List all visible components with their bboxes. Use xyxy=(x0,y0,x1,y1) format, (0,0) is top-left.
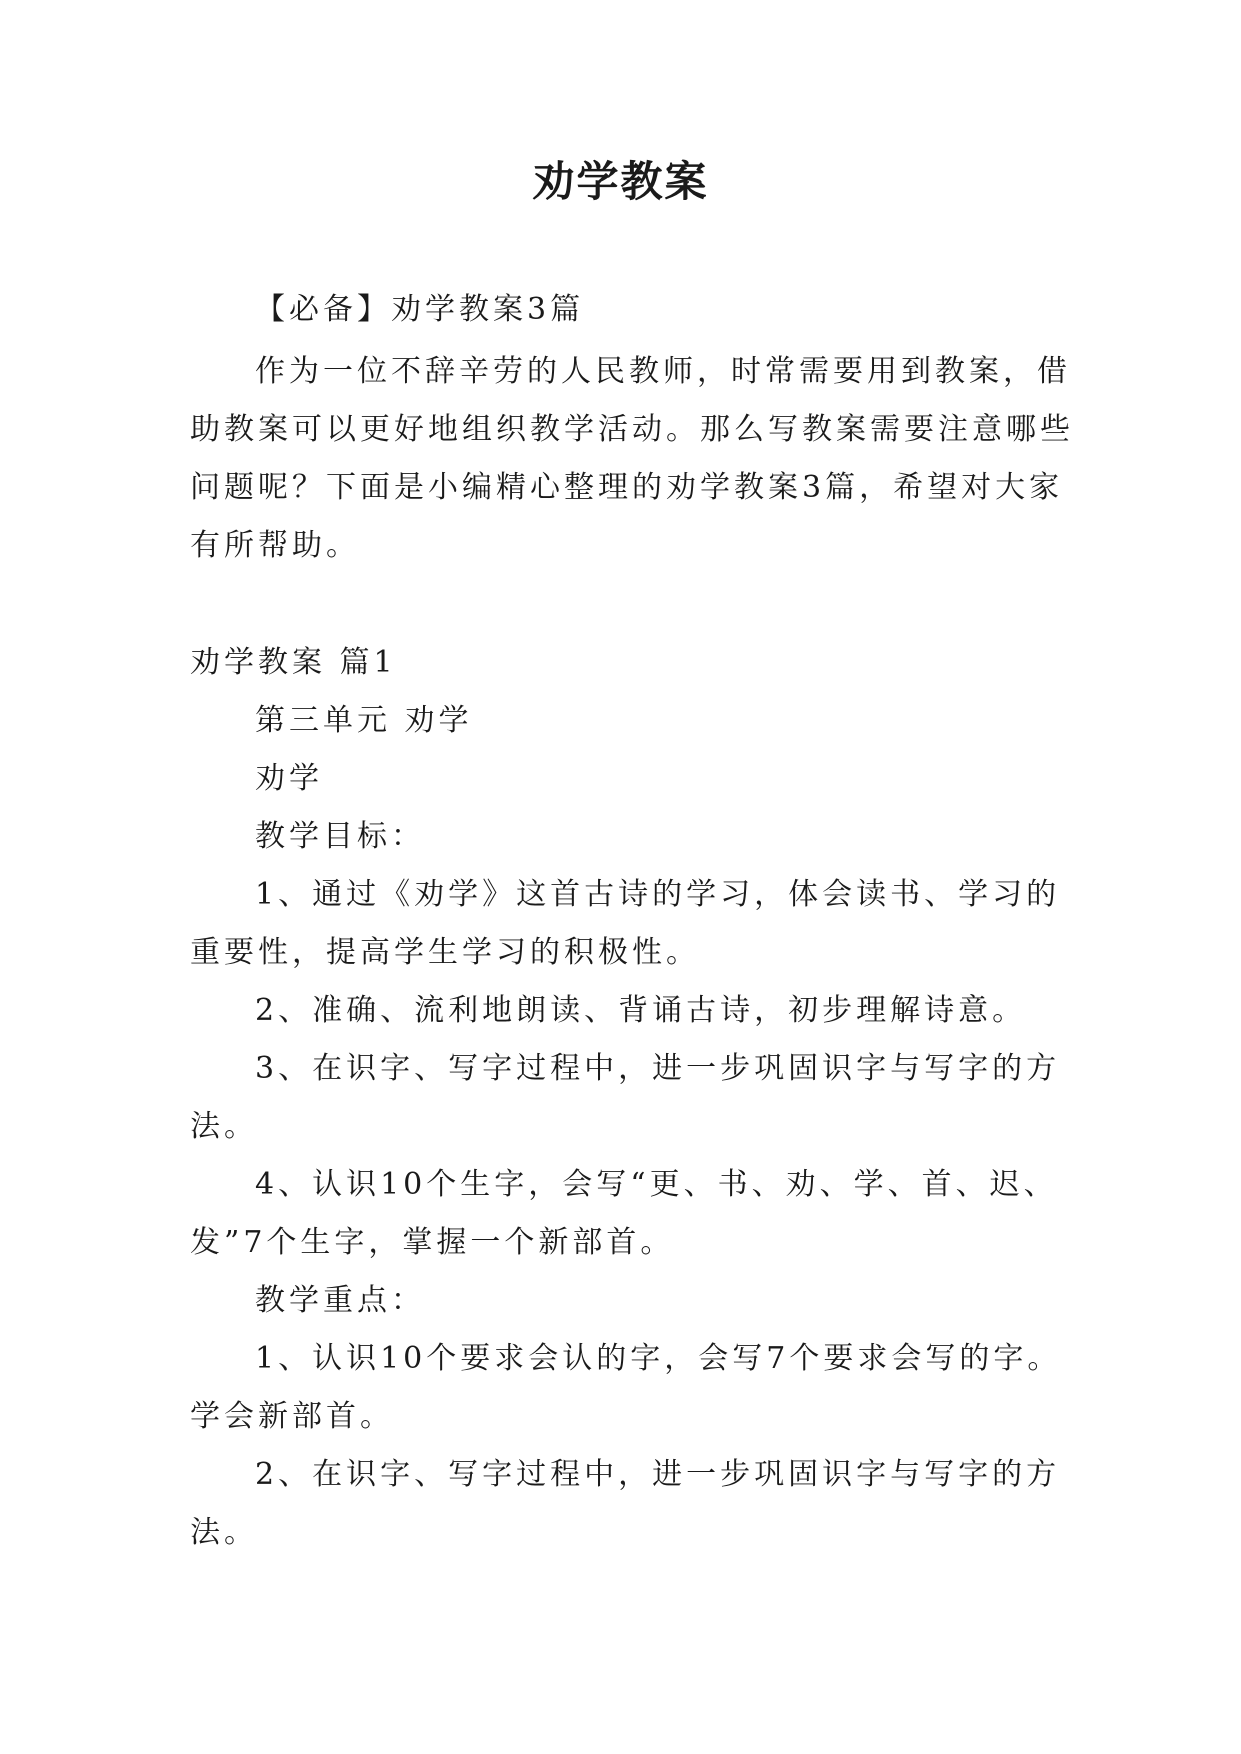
goal-4-line-1: 4、认识10个生字，会写“更、书、劝、学、首、迟、 xyxy=(255,1167,1058,1202)
goal-3-line-1: 3、在识字、写字过程中，进一步巩固识字与写字的方 xyxy=(255,1051,1061,1086)
unit-line: 第三单元 劝学 xyxy=(255,703,473,738)
goal-4-line-2: 发”7个生字，掌握一个新部首。 xyxy=(190,1225,675,1260)
intro-line-3: 问题呢？下面是小编精心整理的劝学教案3篇，希望对大家 xyxy=(190,470,1064,505)
intro-line-2: 助教案可以更好地组织教学活动。那么写教案需要注意哪些 xyxy=(190,412,1074,447)
focus-1-line-2: 学会新部首。 xyxy=(190,1399,394,1434)
goal-1-line-2: 重要性，提高学生学习的积极性。 xyxy=(190,935,700,970)
document-title: 劝学教案 xyxy=(532,157,709,206)
intro-line-1: 作为一位不辞辛劳的人民教师，时常需要用到教案，借 xyxy=(255,354,1071,389)
focus-2-line-2: 法。 xyxy=(190,1515,258,1550)
goal-1-line-1: 1、通过《劝学》这首古诗的学习，体会读书、学习的 xyxy=(255,877,1061,912)
goal-3-line-2: 法。 xyxy=(190,1109,258,1144)
focus-2-line-1: 2、在识字、写字过程中，进一步巩固识字与写字的方 xyxy=(255,1457,1061,1492)
subtitle-line: 【必备】劝学教案3篇 xyxy=(255,292,585,327)
focus-heading: 教学重点： xyxy=(255,1283,425,1318)
section-heading: 劝学教案 篇1 xyxy=(190,645,397,680)
lesson-title-line: 劝学 xyxy=(255,761,323,796)
intro-line-4: 有所帮助。 xyxy=(190,528,360,563)
focus-1-line-1: 1、认识10个要求会认的字，会写7个要求会写的字。 xyxy=(255,1341,1062,1376)
goals-heading: 教学目标： xyxy=(255,819,425,854)
goal-2-line: 2、准确、流利地朗读、背诵古诗，初步理解诗意。 xyxy=(255,993,1027,1028)
